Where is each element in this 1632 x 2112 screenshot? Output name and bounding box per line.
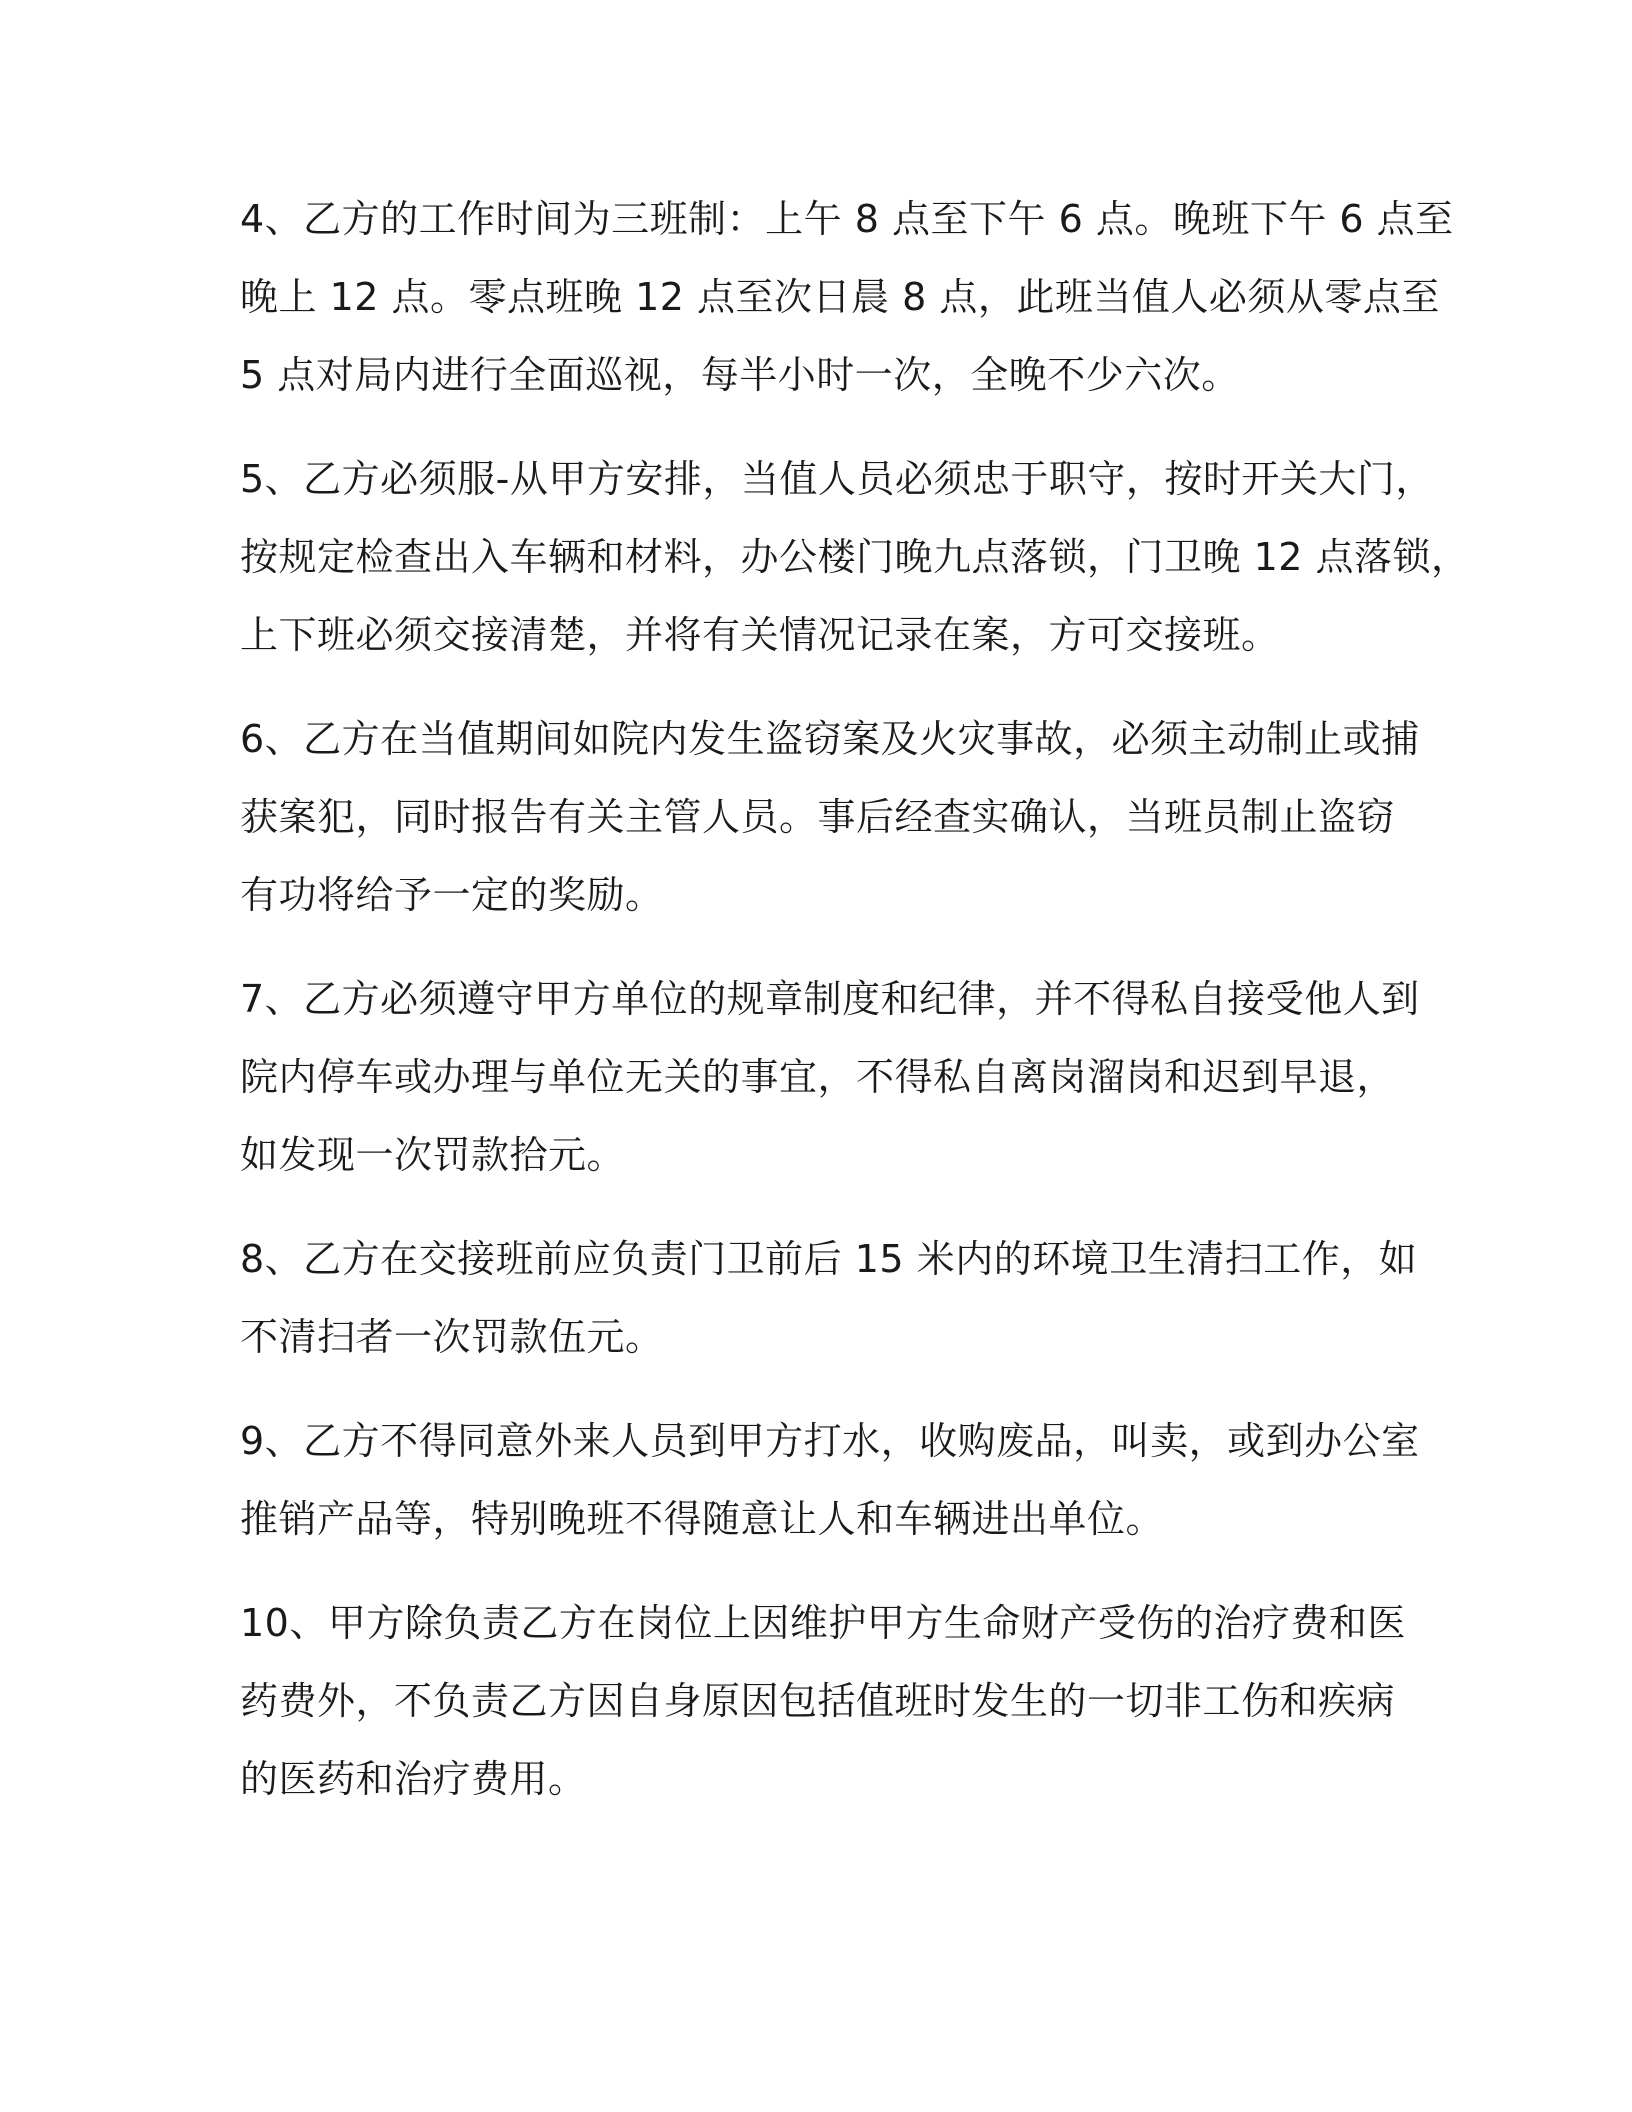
- text-line: 6、乙方在当值期间如院内发生盗窃案及火灾事故，必须主动制止或捕: [240, 717, 1420, 761]
- text-line: 晚上 12 点。零点班晚 12 点至次日晨 8 点，此班当值人必须从零点至: [240, 275, 1440, 319]
- text-line: 9、乙方不得同意外来人员到甲方打水，收购废品，叫卖，或到办公室: [240, 1419, 1420, 1463]
- text-line: 不清扫者一次罚款伍元。: [240, 1315, 664, 1359]
- text-line: 药费外，不负责乙方因自身原因包括值班时发生的一切非工伤和疾病: [240, 1679, 1396, 1723]
- text-line: 的医药和治疗费用。: [240, 1757, 587, 1801]
- text-line: 获案犯，同时报告有关主管人员。事后经查实确认，当班员制止盗窃: [240, 795, 1396, 839]
- text-line: 5、乙方必须服-从甲方安排，当值人员必须忠于职守，按时开关大门，: [240, 457, 1434, 501]
- clause-8: [240, 1220, 1418, 1376]
- text-line: 推销产品等，特别晚班不得随意让人和车辆进出单位。: [240, 1497, 1165, 1541]
- text-line: 10、甲方除负责乙方在岗位上因维护甲方生命财产受伤的治疗费和医: [240, 1601, 1406, 1645]
- clause-7: [240, 960, 1420, 1194]
- text-line: 有功将给予一定的奖励。: [240, 873, 664, 917]
- clause-6: [240, 700, 1420, 934]
- text-line: 7、乙方必须遵守甲方单位的规章制度和纪律，并不得私自接受他人到: [240, 977, 1420, 1021]
- text-line: 上下班必须交接清楚，并将有关情况记录在案，方可交接班。: [240, 613, 1280, 657]
- document-body: [240, 180, 1470, 1844]
- clause-4: [240, 180, 1454, 414]
- text-line: 8、乙方在交接班前应负责门卫前后 15 米内的环境卫生清扫工作，如: [240, 1237, 1418, 1281]
- text-line: 4、乙方的工作时间为三班制：上午 8 点至下午 6 点。晚班下午 6 点至: [240, 197, 1454, 241]
- text-line: 按规定检查出入车辆和材料，办公楼门晚九点落锁，门卫晚 12 点落锁，: [240, 535, 1470, 579]
- text-line: 如发现一次罚款拾元。: [240, 1133, 626, 1177]
- clause-10: [240, 1584, 1410, 1818]
- text-line: 院内停车或办理与单位无关的事宜，不得私自离岗溜岗和迟到早退，: [240, 1055, 1396, 1099]
- clause-9: [240, 1402, 1420, 1558]
- text-line: 5 点对局内进行全面巡视，每半小时一次，全晚不少六次。: [240, 353, 1240, 397]
- clause-5: [240, 440, 1470, 674]
